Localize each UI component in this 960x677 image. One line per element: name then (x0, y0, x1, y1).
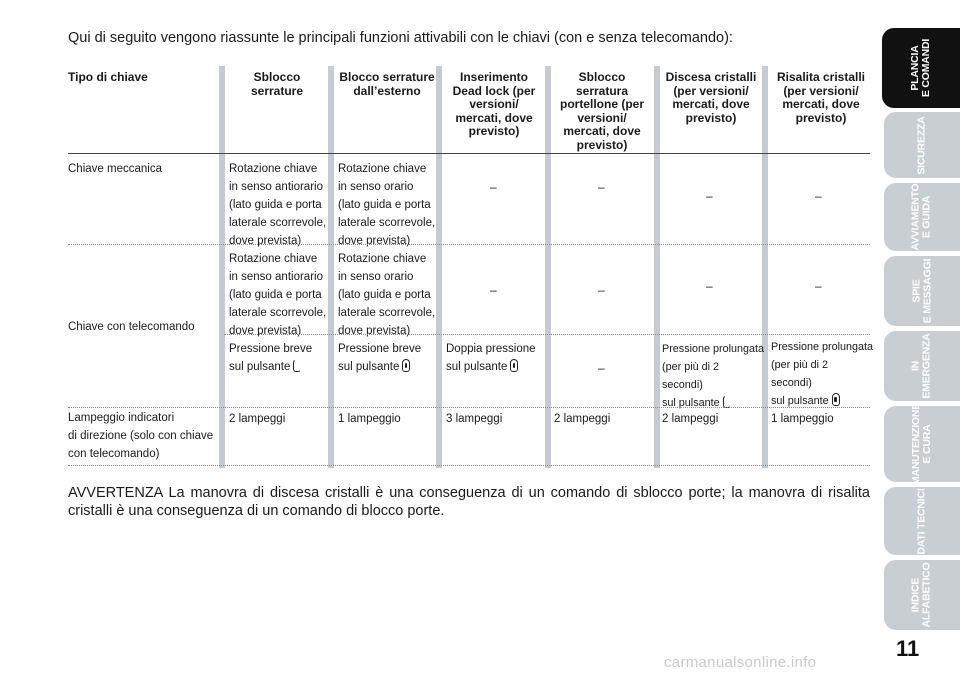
cell-remote-tailgate-key: – (598, 283, 605, 297)
key-lock-icon (832, 393, 840, 406)
cell-remote-deadlock-button: Doppia pressione sul pulsante (446, 343, 536, 373)
cell-remote-windows-up-key: – (815, 279, 822, 293)
key-lock-icon (510, 359, 518, 372)
key-unlock-icon (293, 359, 301, 372)
cell-remote-lock-key: Rotazione chiave in senso orario (lato guida e porta laterale scorrevole, dove prevista) (338, 253, 436, 337)
tab-plancia-comandi[interactable]: PLANCIA E COMANDI (882, 28, 960, 108)
row-label-indicators: Lampeggio indicatori di direzione (solo con chiave con telecomando) (68, 412, 214, 460)
row-label-remote: Chiave con telecomando (68, 321, 195, 333)
tab-dati-tecnici[interactable]: DATI TECNICI (884, 487, 960, 555)
cell-remote-lock-button: Pressione breve sul pulsante (338, 343, 422, 373)
cell-remote-windows-down-button: Pressione prolungata (per più di 2 secondi) sul pulsante (662, 343, 765, 409)
cell-remote-windows-up-button: Pressione prolungata (per più di 2 secondi) sul pulsante (771, 341, 874, 407)
row-separator (68, 407, 870, 408)
cell-indicators-tailgate: 2 lampeggi (554, 413, 611, 425)
header-lock: Blocco serrature dall’esterno (339, 70, 435, 98)
cell-mechanical-lock: Rotazione chiave in senso orario (lato guida e porta laterale scorrevole, dove prevista) (338, 163, 436, 247)
cell-remote-deadlock-key: – (490, 283, 497, 297)
cell-indicators-lock: 1 lampeggio (338, 413, 401, 425)
cell-remote-unlock-button: Pressione breve sul pulsante (229, 343, 313, 373)
page-number: 11 (896, 636, 920, 661)
tab-avviamento-guida[interactable]: AVVIAMENTO E GUIDA (884, 183, 960, 251)
cell-mechanical-deadlock: – (490, 180, 497, 194)
header-key-type: Tipo di chiave (68, 70, 148, 84)
cell-mechanical-unlock: Rotazione chiave in senso antiorario (lato guida e porta laterale scorrevole, dove prevista) (229, 163, 327, 247)
tab-sicurezza[interactable]: SICUREZZA (884, 112, 960, 178)
cell-remote-windows-down-key: – (706, 279, 713, 293)
cell-indicators-deadlock: 3 lampeggi (446, 413, 503, 425)
header-deadlock: Inserimento Dead lock (per versioni/ mercati, dove previsto) (452, 70, 536, 138)
intro-text: Qui di seguito vengono riassunte le principali funzioni attivabili con le chiavi (con e senza telecomando): (68, 30, 733, 46)
header-rule (68, 153, 870, 154)
cell-mechanical-tailgate: – (598, 180, 605, 194)
cell-remote-tailgate-button: – (598, 361, 605, 375)
cell-remote-unlock-key: Rotazione chiave in senso antiorario (lato guida e porta laterale scorrevole, dove prevista) (229, 253, 327, 337)
cell-indicators-windows-up: 1 lampeggio (771, 413, 834, 425)
cell-indicators-windows-down: 2 lampeggi (662, 413, 719, 425)
tab-in-emergenza[interactable]: IN EMERGENZA (884, 331, 960, 401)
row-separator (68, 244, 870, 245)
header-windows-up: Risalita cristalli (per versioni/ mercati, dove previsto) (776, 70, 866, 125)
key-lock-icon (402, 359, 410, 372)
cell-mechanical-windows-down: – (706, 189, 713, 203)
cell-mechanical-windows-up: – (815, 189, 822, 203)
header-tailgate: Sblocco serratura portellone (per versioni/ mercati, dove previsto) (559, 70, 644, 152)
row-label-mechanical: Chiave meccanica (68, 163, 162, 175)
header-windows-down: Discesa cristalli (per versioni/ mercati, dove previsto) (665, 70, 757, 125)
warning-note: AVVERTENZA La manovra di discesa cristalli è una conseguenza di un comando di sblocco porte; la manovra di risalita cristalli è una conseguenza di un comando di blocco porte. (68, 485, 870, 519)
cell-indicators-unlock: 2 lampeggi (229, 413, 286, 425)
tab-spie-messaggi[interactable]: SPIE E MESSAGGI (884, 256, 960, 326)
tab-indice-alfabetico[interactable]: INDICE ALFABETICO (884, 560, 960, 630)
tab-manutenzione-cura[interactable]: MANUTENZIONE E CURA (884, 406, 960, 482)
watermark: carmanualsonline.info (664, 654, 817, 671)
table-bottom-rule (68, 465, 870, 466)
row-subseparator (224, 334, 870, 335)
header-unlock: Sblocco serrature (250, 70, 304, 98)
